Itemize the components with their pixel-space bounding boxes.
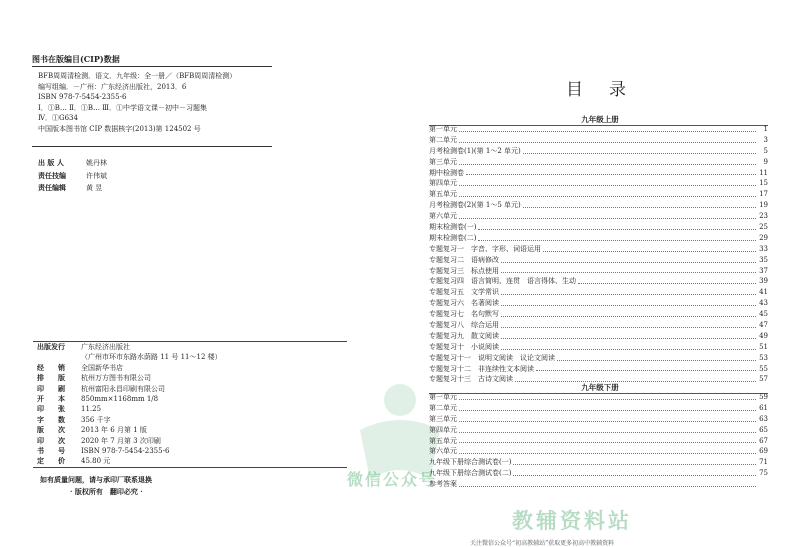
toc-entry-title: 专题复习六 名著阅读 (429, 299, 499, 308)
toc-entry-page: 25 (759, 223, 768, 231)
staff-row (38, 182, 107, 195)
toc-entry (429, 200, 768, 211)
toc-title: 目录 (566, 80, 652, 100)
toc-entry-title: 专题复习七 名句默写 (429, 310, 499, 319)
toc-entry-title: 专题复习十一 说明文阅读 议论文阅读 (429, 353, 555, 362)
quality-notice: 如有质量问题，请与承印厂联系退换 (40, 475, 152, 484)
toc-leader-dots (459, 409, 756, 411)
toc-leader-dots (466, 173, 756, 175)
toc-entry-title: 专题复习四 语言简明、连贯 语言得体、生动 (429, 277, 576, 286)
toc-entry-page: 11 (759, 168, 768, 177)
toc-entry (429, 342, 768, 353)
toc-section-heading: 九年级下册 (581, 383, 619, 392)
cip-line: ISBN 978-7-5454-2355-6 (38, 93, 127, 102)
toc-leader-dots (459, 184, 756, 186)
toc-entry (429, 353, 768, 364)
pub-label: 书 号 (37, 446, 65, 456)
pub-row (33, 363, 347, 373)
watermark-text: 微信公众号 (347, 470, 438, 489)
toc-entry (429, 146, 768, 157)
toc-entry-page: 19 (759, 201, 768, 210)
bottom-note: 关注微信公众号“初高教辅站”获取更多初高中教辅资料 (470, 540, 615, 547)
staff-row (38, 157, 107, 170)
toc-leader-dots (501, 326, 756, 328)
publication-info-table (33, 341, 347, 468)
toc-leader-dots (459, 420, 756, 422)
toc-entry (429, 364, 768, 375)
toc-entry-title: 专题复习九 散文阅读 (429, 331, 499, 340)
staff-credits (38, 157, 107, 195)
toc-leader-dots (523, 206, 756, 208)
pub-row (33, 394, 347, 404)
toc-leader-dots (459, 452, 756, 454)
toc-entry (429, 222, 768, 233)
toc-leader-dots (557, 359, 756, 361)
toc-section-heading: 九年级上册 (581, 115, 619, 124)
toc-list-lower (429, 392, 768, 490)
toc-entry-title: 专题复习一 字音、字形、词语运用 (429, 244, 541, 253)
pub-value: 全国新华书店 (81, 363, 123, 372)
toc-entry-page: 29 (759, 233, 768, 242)
toc-entry-title: 专题复习十三 古诗文阅读 (429, 375, 513, 384)
toc-entry (429, 331, 768, 342)
toc-entry-page: 35 (759, 255, 768, 264)
pub-value: 850mm×1168mm 1/8 (81, 395, 159, 404)
toc-entry-title: 专题复习十 小说阅读 (429, 342, 499, 351)
toc-entry-title: 第二单元 (429, 135, 457, 144)
pub-label: 印 次 (37, 435, 65, 445)
toc-entry (429, 436, 768, 447)
toc-leader-dots (501, 261, 756, 263)
pub-row (33, 425, 347, 435)
pub-row (33, 446, 347, 456)
toc-entry-title: 第六单元 (429, 447, 457, 456)
toc-leader-dots (513, 474, 756, 476)
pub-row (33, 456, 347, 466)
pub-row (33, 352, 347, 362)
toc-entry-page: 63 (759, 414, 768, 423)
toc-entry (429, 403, 768, 414)
toc-entry-page: 53 (759, 353, 768, 362)
toc-leader-dots (459, 485, 756, 487)
toc-entry (429, 287, 768, 298)
toc-entry-page: 67 (759, 436, 768, 445)
toc-entry-title: 期中检测卷 (429, 168, 464, 177)
toc-entry (429, 392, 768, 403)
toc-entry (429, 320, 768, 331)
toc-entry (429, 309, 768, 320)
pub-label: 排 版 (37, 373, 65, 383)
toc-entry-page: 9 (763, 157, 768, 166)
toc-entry (429, 414, 768, 425)
toc-entry-page: 1 (763, 124, 768, 133)
toc-leader-dots (459, 141, 756, 143)
cip-line: Ⅰ．①B… Ⅱ．①B… Ⅲ．①中学语文课－初中－习题集 (38, 103, 208, 112)
toc-leader-dots (523, 152, 756, 154)
toc-entry (429, 457, 768, 468)
pub-label (33, 352, 81, 362)
toc-entry-page: 69 (759, 447, 768, 456)
pub-value: 2013 年 6 月第 1 版 (81, 426, 147, 435)
toc-entry-title: 第一单元 (429, 392, 457, 401)
pub-value: ISBN 978-7-5454-2355-6 (81, 447, 170, 456)
toc-entry-title: 专题复习五 文学常识 (429, 288, 499, 297)
toc-entry-page: 5 (763, 146, 768, 155)
toc-entry (429, 479, 768, 490)
toc-leader-dots (459, 441, 756, 443)
toc-leader-dots (501, 271, 756, 273)
toc-entry-page: 41 (759, 288, 768, 297)
pub-value: （广州市环市东路水荫路 11 号 11～12 楼） (81, 353, 222, 362)
toc-entry-title: 第五单元 (429, 436, 457, 445)
toc-leader-dots (536, 369, 756, 371)
toc-entry-title: 第四单元 (429, 179, 457, 188)
toc-entry-title: 第六单元 (429, 212, 457, 221)
cip-line: BFB周周清检测．语文．九年级：全一册／（BFB周周清检测） (38, 72, 237, 80)
toc-entry-title: 第二单元 (429, 403, 457, 412)
toc-entry (429, 135, 768, 146)
cip-line: 编写组编．－广州：广东经济出版社，2013．6 (38, 82, 187, 91)
pub-value: 2020 年 7 月第 3 次印刷 (81, 436, 161, 445)
toc-entry (429, 468, 768, 479)
toc-entry-title: 专题复习十二 非连续性文本阅读 (429, 364, 534, 373)
toc-entry-page: 45 (759, 310, 768, 319)
cip-line: Ⅳ．①G634 (38, 114, 78, 123)
toc-entry-title: 月考检测卷(1)(第 1～2 单元) (429, 146, 521, 155)
toc-entry-page: 75 (759, 469, 768, 478)
pub-row (33, 342, 347, 352)
toc-leader-dots (459, 130, 756, 132)
toc-entry-title: 第四单元 (429, 425, 457, 434)
toc-entry-page: 57 (759, 375, 768, 384)
toc-leader-dots (501, 304, 756, 306)
toc-leader-dots (543, 250, 756, 252)
toc-entry (429, 446, 768, 457)
toc-entry (429, 168, 768, 179)
toc-entry-page: 51 (759, 342, 768, 351)
toc-leader-dots (459, 217, 756, 219)
toc-leader-dots (478, 239, 756, 241)
pub-value: 11.25 (81, 405, 102, 414)
toc-entry (429, 298, 768, 309)
toc-entry-title: 专题复习八 综合运用 (429, 321, 499, 330)
toc-entry (429, 244, 768, 255)
toc-leader-dots (501, 348, 756, 350)
toc-leader-dots (501, 337, 756, 339)
pub-label: 印 张 (37, 404, 65, 414)
toc-leader-dots (459, 163, 756, 165)
toc-entry-page: 55 (759, 364, 768, 373)
cip-block (38, 71, 236, 135)
pub-row (33, 384, 347, 394)
toc-entry-title: 专题复习三 标点使用 (429, 266, 499, 275)
pub-label: 经 销 (37, 362, 65, 372)
pub-label: 出版发行 (37, 342, 65, 351)
pub-label: 定 价 (37, 456, 65, 466)
watermark-text: 教辅资料站 (512, 508, 632, 533)
pub-value: 45.80 元 (81, 457, 111, 466)
toc-entry (429, 124, 768, 135)
toc-entry-title: 期末检测卷(一) (429, 223, 477, 231)
toc-leader-dots (459, 431, 756, 433)
pub-value: 杭州万方图书有限公司 (81, 374, 151, 383)
toc-entry-page: 47 (759, 321, 768, 330)
toc-entry-title: 参考答案 (429, 480, 457, 489)
toc-entry-page: 61 (759, 403, 768, 412)
cip-title: 图书在版编目(CIP)数据 (32, 54, 120, 64)
staff-value: 黄 昱 (86, 184, 103, 192)
toc-entry-title: 第五单元 (429, 190, 457, 199)
toc-entry-page: 43 (759, 299, 768, 308)
pub-row (33, 415, 347, 425)
toc-entry-page: 49 (759, 331, 768, 340)
staff-label: 责任编辑 (38, 183, 66, 192)
toc-leader-dots (478, 228, 756, 230)
pub-value: 杭州富阳永昌印刷有限公司 (81, 384, 165, 393)
toc-entry-title: 九年级下册综合测试卷(一) (429, 458, 512, 467)
toc-entry (429, 157, 768, 168)
toc-entry-page: 17 (759, 190, 768, 199)
toc-entry-title: 第一单元 (429, 124, 457, 133)
toc-entry-page: 33 (759, 244, 768, 253)
pub-value: 广东经济出版社 (81, 343, 130, 351)
staff-label: 责任技编 (38, 170, 66, 180)
toc-leader-dots (501, 315, 756, 317)
pub-row (33, 404, 347, 414)
toc-leader-dots (459, 195, 756, 197)
toc-entry (429, 189, 768, 200)
toc-entry-title: 第三单元 (429, 414, 457, 423)
toc-entry-title: 第三单元 (429, 157, 457, 166)
toc-list-upper (429, 124, 768, 385)
toc-entry-title: 九年级下册综合测试卷(二) (429, 469, 512, 478)
toc-entry (429, 425, 768, 436)
toc-entry-title: 期末检测卷(二) (429, 233, 477, 242)
pub-label: 版 次 (37, 425, 65, 435)
staff-row (38, 170, 107, 183)
toc-leader-dots (501, 293, 756, 295)
toc-entry (429, 178, 768, 189)
cip-top-rule (32, 66, 272, 67)
cip-line: 中国版本图书馆 CIP 数据核字(2013)第 124502 号 (38, 124, 201, 133)
toc-leader-dots (513, 463, 756, 465)
toc-entry-title: 专题复习二 语病修改 (429, 255, 499, 264)
toc-entry-page: 71 (759, 458, 768, 467)
pub-value: 356 千字 (81, 415, 111, 424)
toc-entry (429, 233, 768, 244)
toc-leader-dots (578, 282, 756, 284)
copyright-notice: · 版权所有 翻印必究 · (70, 487, 143, 496)
toc-entry-title: 月考检测卷(2)(第 1～5 单元) (429, 201, 521, 210)
pub-row (33, 373, 347, 383)
staff-value: 姚丹林 (86, 159, 107, 167)
toc-entry-page: 23 (759, 212, 768, 221)
pub-row (33, 436, 347, 446)
pub-label: 开 本 (37, 394, 65, 404)
staff-value: 许伟斌 (86, 171, 107, 180)
toc-entry-page: 59 (759, 392, 768, 401)
toc-entry-page: 15 (759, 179, 768, 188)
staff-label: 出 版 人 (38, 158, 64, 167)
toc-entry-page: 65 (759, 425, 768, 434)
pub-label: 字 数 (37, 414, 65, 424)
toc-leader-dots (459, 398, 756, 400)
toc-entry (429, 211, 768, 222)
toc-entry (429, 276, 768, 287)
toc-entry (429, 266, 768, 277)
toc-entry (429, 255, 768, 266)
cip-bottom-rule (32, 146, 272, 147)
pub-label: 印 刷 (37, 383, 65, 393)
toc-entry-page: 39 (759, 277, 768, 286)
toc-entry-page: 3 (763, 135, 768, 144)
toc-entry-page: 37 (759, 266, 768, 275)
